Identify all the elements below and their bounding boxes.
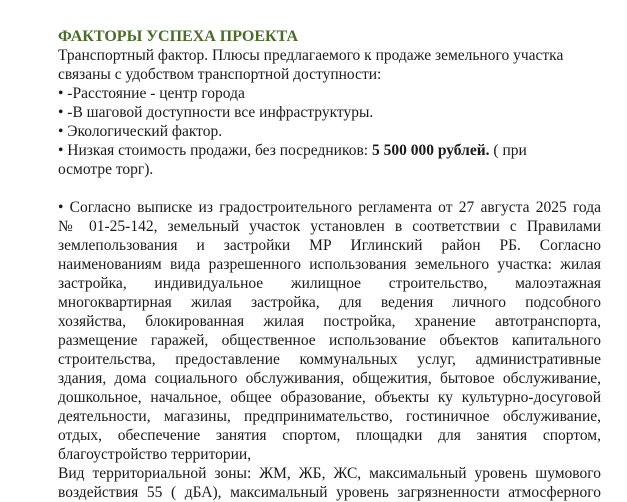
section-title: ФАКТОРЫ УСПЕХА ПРОЕКТА (58, 28, 299, 45)
paragraph-line: здания, дома социального обслуживания, общежития, бытовое обслуживание, (58, 370, 601, 387)
zone-line: Вид территориальной зоны: ЖМ, ЖБ, ЖС, максимальный уровень шумового (58, 465, 601, 482)
bullet-ecology: • Экологический фактор. (58, 123, 223, 140)
paragraph-line: строительства, предоставление коммунальных услуг, административные (58, 351, 601, 368)
price-line (58, 141, 601, 160)
paragraph-line: № 01-25-142, земельный участок установлен в соответствии с Правилами (58, 218, 601, 235)
paragraph-line: хозяйства, блокированная жилая постройка, хранение автотранспорта, (58, 313, 601, 330)
zone-line: воздействия 55 ( дБА), максимальный уровень загрязненности атмосферного (58, 484, 601, 501)
paragraph-line: размещение гаражей, общественное использование объектов капитального (58, 332, 601, 349)
paragraph-line: деятельности, магазины, предпринимательство, гостиничное обслуживание, (58, 408, 601, 425)
price-prefix: • Низкая стоимость продажи, без посредников: (58, 142, 372, 159)
paragraph-line: многоквартирная жилая застройка, для ведения личного подсобного (58, 294, 601, 311)
paragraph-line: застройка, индивидуальное жилищное строительство, малоэтажная (58, 275, 601, 292)
intro-line: связаны с удобством транспортной доступности: (58, 66, 382, 83)
bullet-infrastructure: • -В шаговой доступности все инфраструктуры. (58, 104, 374, 121)
price-amount: 5 500 000 рублей. (371, 142, 490, 159)
bullet-distance: • -Расстояние - центр города (58, 85, 245, 102)
intro-line: Транспортный фактор. Плюсы предлагаемого к продаже земельного участка (58, 47, 564, 64)
price-line-2: осмотре торг). (58, 161, 154, 178)
paragraph-line: благоустройство территории, (58, 446, 252, 463)
paragraph-line: дошкольное, начальное, общее образование, объекты ку культурно-досуговой (58, 389, 601, 406)
paragraph-line: отдых, обеспечение занятия спортом, площадки для занятия спортом, (58, 427, 601, 444)
paragraph-line: наименованиям вида разрешенного использования земельного участка: жилая (58, 256, 601, 273)
paragraph-spacer (58, 179, 601, 198)
paragraph-line: землепользования и застройки МР Иглинский район РБ. Согласно (58, 237, 601, 254)
paragraph-line: • Согласно выписке из градостроительного регламента от 27 августа 2025 года (58, 199, 601, 216)
price-suffix: ( при (489, 142, 527, 159)
